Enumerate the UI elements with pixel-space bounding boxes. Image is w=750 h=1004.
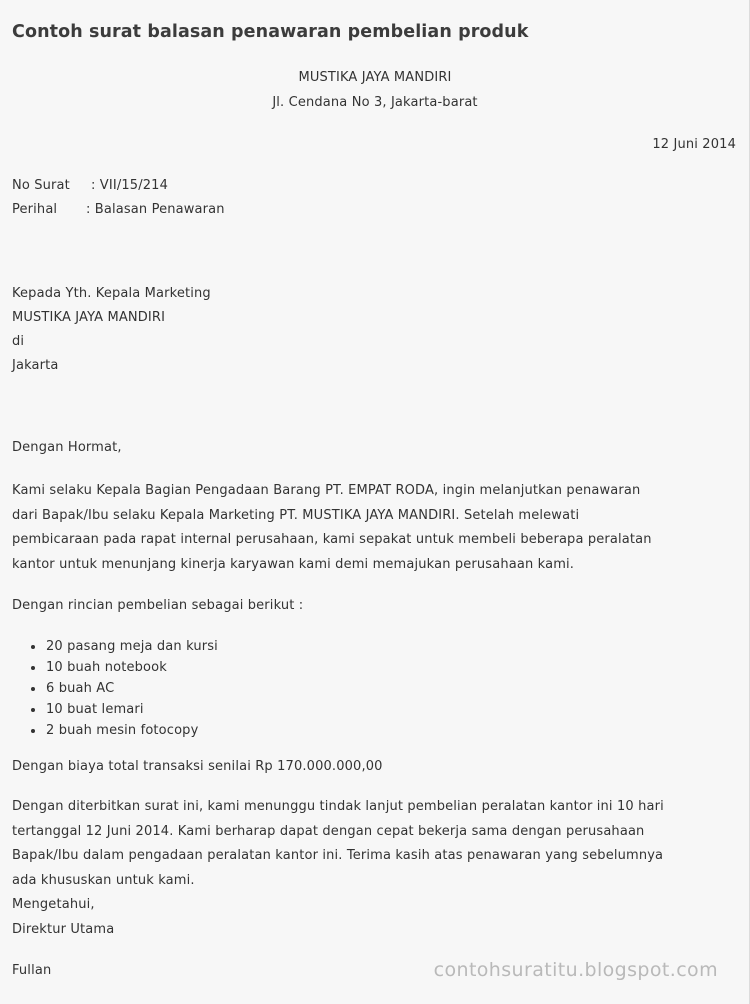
recipient-city: Jakarta: [12, 358, 59, 373]
list-item: 10 buah notebook: [12, 657, 218, 678]
list-item: 2 buah mesin fotocopy: [12, 720, 218, 741]
body-paragraph-1: [12, 479, 742, 577]
paragraph-line: Bapak/Ibu dalam pengadaan peralatan kantor ini. Terima kasih atas penawaran yang sebelumnya: [12, 848, 664, 863]
paragraph-line: ada khususkan untuk kami.: [12, 872, 195, 888]
watermark: contohsuratitu.blogspot.com: [433, 959, 718, 981]
letter-date: 12 Juni 2014: [652, 137, 736, 152]
paragraph-line: pembicaraan pada rapat internal perusahaan, kami sepakat untuk membeli beberapa peralatan: [12, 532, 652, 547]
body-paragraph-2: [12, 795, 742, 942]
recipient-company: MUSTIKA JAYA MANDIRI: [12, 310, 166, 325]
page-title: Contoh surat balasan penawaran pembelian produk: [12, 22, 529, 42]
greeting: Dengan Hormat,: [12, 440, 122, 455]
perihal-row: [12, 202, 225, 218]
no-surat-row: [12, 178, 168, 194]
list-item: 10 buat lemari: [12, 699, 218, 720]
recipient-di: di: [12, 334, 25, 349]
signature-name: Fullan: [12, 963, 52, 978]
details-intro: Dengan rincian pembelian sebagai berikut :: [12, 598, 304, 613]
signatory-title: Direktur Utama: [12, 921, 115, 937]
no-surat-value: : VII/15/214: [91, 178, 168, 193]
perihal-label: Perihal: [12, 202, 58, 217]
list-item: 20 pasang meja dan kursi: [12, 636, 218, 657]
purchase-items-list: [12, 636, 218, 741]
perihal-value: : Balasan Penawaran: [86, 202, 225, 217]
closing-line: Mengetahui,: [12, 897, 95, 912]
list-item: 6 buah AC: [12, 678, 218, 699]
paragraph-line: Kami selaku Kepala Bagian Pengadaan Barang PT. EMPAT RODA, ingin melanjutkan penawaran: [12, 483, 641, 498]
total-cost: Dengan biaya total transaksi senilai Rp 170.000.000,00: [12, 759, 383, 774]
paragraph-line: tertanggal 12 Juni 2014. Kami berharap dapat dengan cepat bekerja sama dengan perusahaan: [12, 823, 645, 839]
paragraph-line: dari Bapak/Ibu selaku Kepala Marketing PT. MUSTIKA JAYA MANDIRI. Setelah melewati: [12, 507, 580, 523]
recipient-line: Kepada Yth. Kepala Marketing: [12, 286, 211, 301]
letterhead-company: MUSTIKA JAYA MANDIRI: [298, 70, 452, 85]
no-surat-label: No Surat: [12, 178, 70, 193]
paragraph-line: Dengan diterbitkan surat ini, kami menunggu tindak lanjut pembelian peralatan kantor ini 10 hari: [12, 799, 664, 814]
letterhead-address: Jl. Cendana No 3, Jakarta-barat: [272, 95, 478, 110]
paragraph-line: kantor untuk menunjang kinerja karyawan kami demi memajukan perusahaan kami.: [12, 556, 575, 572]
